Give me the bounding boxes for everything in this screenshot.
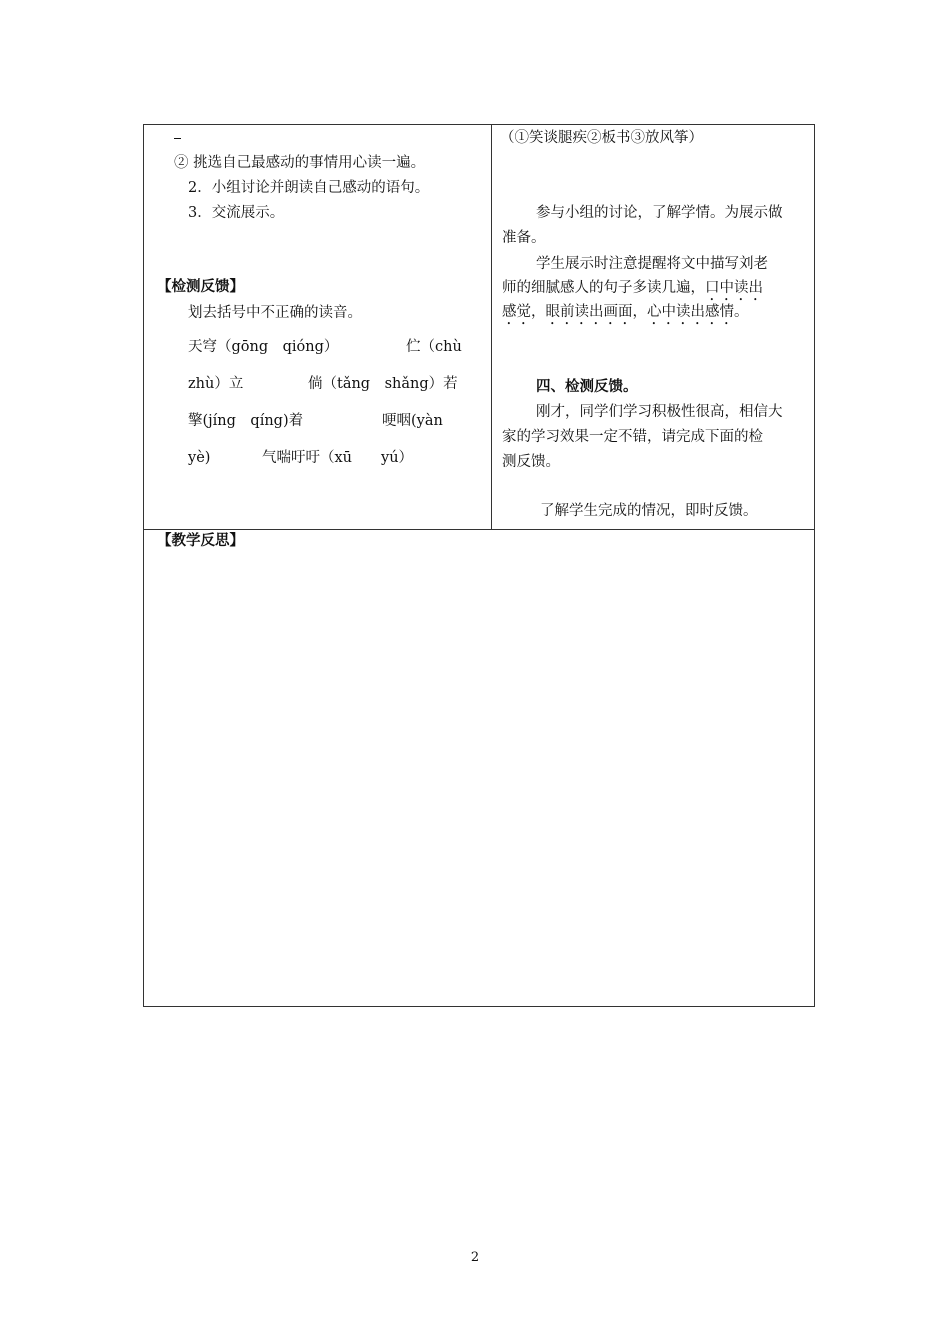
teacher-note-1-line-2: 准备。 bbox=[502, 230, 546, 246]
teacher-note-2-line-1: 学生展示时注意提醒将文中描写刘老 bbox=[536, 256, 768, 272]
emphasis-text-1: 口中读出 bbox=[705, 280, 763, 296]
section-4-heading: 四、检测反馈。 bbox=[536, 379, 638, 395]
page-number: 2 bbox=[470, 1250, 480, 1265]
teacher-note-2-line-3 bbox=[502, 302, 749, 328]
pinyin-item-2-end: zhù）立 bbox=[188, 376, 244, 392]
list-item-2: 2．小组讨论并朗读自己感动的语句。 bbox=[188, 180, 430, 196]
column-divider bbox=[491, 125, 492, 529]
pinyin-item-5-end: yè) bbox=[188, 450, 211, 466]
pinyin-item-3: 倘（tǎng shǎng）若 bbox=[308, 376, 458, 392]
pinyin-item-1: 天穹（gōng qióng） bbox=[188, 339, 339, 355]
step-2-text: ② 挑选自己最感动的事情用心读一遍。 bbox=[174, 155, 426, 171]
teacher-note-3-line-1: 刚才，同学们学习积极性很高，相信大 bbox=[536, 404, 783, 420]
teacher-note-4: 了解学生完成的情况，即时反馈。 bbox=[540, 503, 758, 519]
teacher-note-3-line-3: 测反馈。 bbox=[502, 454, 560, 470]
row-divider bbox=[144, 529, 814, 530]
teacher-note-1-line-1: 参与小组的讨论，了解学情。为展示做 bbox=[536, 205, 783, 221]
period: 。 bbox=[734, 304, 749, 320]
list-item-3: 3．交流展示。 bbox=[188, 205, 285, 221]
feedback-heading: 【检测反馈】 bbox=[157, 279, 244, 295]
instruction-text: 划去括号中不正确的读音。 bbox=[188, 305, 362, 321]
teacher-note-2-line-2-text: 师的细腻感人的句子多读几遍， bbox=[502, 280, 705, 296]
lesson-plan-table bbox=[143, 124, 815, 1007]
reflection-heading: 【教学反思】 bbox=[157, 533, 244, 549]
emphasis-text-2: 感觉，眼前读出画面，心中读出感情 bbox=[502, 304, 734, 320]
pinyin-item-2-start: 伫（chù bbox=[406, 339, 462, 355]
underscore-mark bbox=[174, 138, 181, 139]
teacher-note-2-line-2 bbox=[502, 278, 763, 304]
pinyin-item-5-start: 哽咽(yàn bbox=[382, 413, 443, 429]
pinyin-item-4: 擎(jíng qíng)着 bbox=[188, 413, 304, 429]
activity-list: （①笑谈腿疾②板书③放风筝） bbox=[500, 130, 703, 146]
pinyin-item-6: 气喘吁吁（xū yú） bbox=[262, 450, 414, 466]
teacher-note-3-line-2: 家的学习效果一定不错，请完成下面的检 bbox=[502, 429, 763, 445]
